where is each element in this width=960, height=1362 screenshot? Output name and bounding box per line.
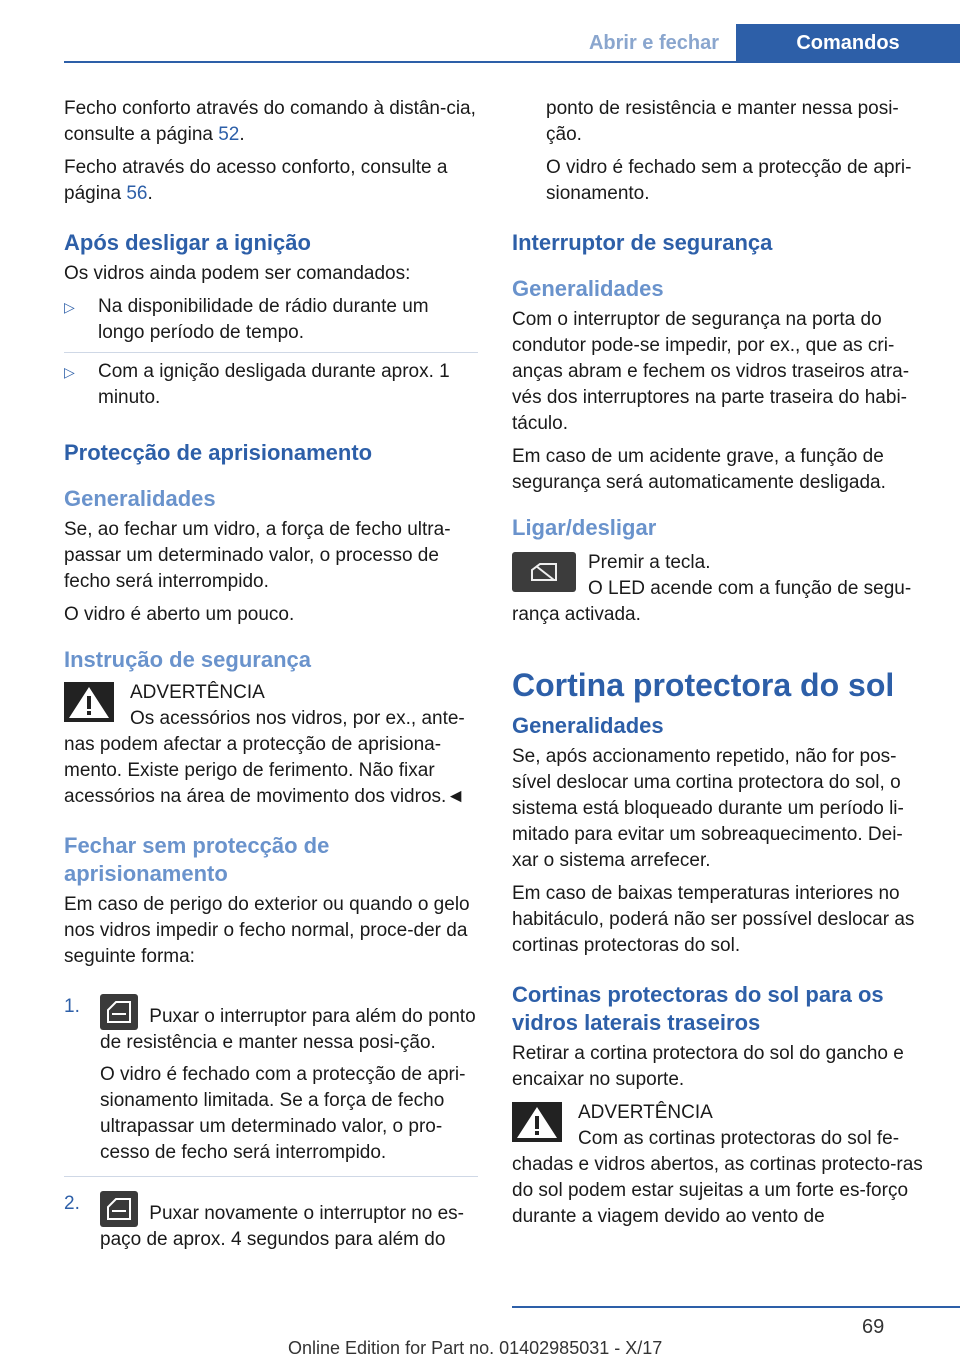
- heading-apos-desligar: Após desligar a ignição: [64, 230, 311, 255]
- heading-interruptor: Interruptor de segurança: [512, 230, 773, 255]
- window-switch-icon: [100, 994, 138, 1030]
- list-item: ▷ Com a ignição desligada durante aprox. 1 minuto.: [64, 361, 450, 408]
- heading-generalidades-1: Generalidades: [64, 486, 216, 511]
- right-column: [512, 96, 926, 1230]
- heading-generalidades-2: Generalidades: [512, 276, 664, 301]
- heading-cortinas-laterais: Cortinas protectoras do sol para os vidros laterais traseiros: [512, 982, 884, 1035]
- step-continuation: [512, 96, 926, 207]
- warning-text: Os acessórios nos vidros, por ex., ante‐nas podem afectar a protecção de aprisiona‐mento. Existe perigo de ferimento. Não fixar acessórios na área de movimento dos vidros.◄: [64, 708, 466, 807]
- paragraph-generalidades-3a: Se, após accionamento repetido, não for pos‐sível deslocar uma cortina protectora do sol, o sistema está bloqueado durante um período li‐mitado para evitar um sobreaquecimento. Dei‐xar o sistema arrefecer.: [512, 746, 904, 871]
- paragraph-continuation-2: O vidro é fechado sem a protecção de apri‐sionamento.: [546, 157, 912, 204]
- warning-title: ADVERTÊNCIA: [130, 682, 265, 703]
- switch-led-text: O LED acende com a função de segu‐rança activada.: [512, 578, 912, 625]
- footer-divider: [512, 1306, 960, 1308]
- paragraph-generalidades-2a: Com o interruptor de segurança na porta do condutor pode-se impedir, por ex., que as cri‐anças abram e fechem os vidros traseiros atra‐vés dos interruptores na parte traseira do habi‐táculo.: [512, 309, 910, 434]
- bullet-list: [64, 294, 478, 417]
- footer-edition: Online Edition for Part no. 01402985031 - X/17: [288, 1338, 663, 1358]
- paragraph-generalidades-1a: Se, ao fechar um vidro, a força de fecho ultra‐passar um determinado valor, o processo de fecho será interrompido.: [64, 519, 451, 592]
- heading-ligar-desligar: Ligar/desligar: [512, 515, 657, 540]
- paragraph-generalidades-3b: Em caso de baixas temperaturas interiores no habitáculo, poderá não ser possível deslocar as cortinas protectoras do sol.: [512, 883, 915, 956]
- safety-switch-row: [512, 550, 926, 628]
- tab-comandos[interactable]: Comandos: [736, 24, 960, 62]
- header-divider: [64, 61, 960, 63]
- warning-text: Com as cortinas protectoras do sol fe‐chadas e vidros abertos, as cortinas protecto‐ras do sol podem estar sujeitas a um forte es‐forço durante a viagem devido ao vento de: [512, 1128, 923, 1227]
- window-switch-icon: [100, 1191, 138, 1227]
- heading-cortina: Cortina protectora do sol: [512, 667, 895, 703]
- step-result: O vidro é fechado com a protecção de apri‐sionamento limitada. Se a força de fecho ultrapassar um determinado valor, o pro‐cesso de fecho será interrompido.: [100, 1064, 466, 1163]
- triangle-bullet-icon: ▷: [64, 299, 75, 315]
- paragraph-generalidades-2b: Em caso de um acidente grave, a função de segurança será automaticamente desligada.: [512, 446, 886, 493]
- steps-list: [64, 994, 478, 1263]
- heading-fechar-sem: Fechar sem protecção de aprisionamento: [64, 833, 330, 886]
- header-bar: [0, 0, 960, 62]
- list-item: ▷ Na disponibilidade de rádio durante um longo período de tempo.: [64, 294, 478, 353]
- page-link-52[interactable]: 52: [218, 124, 240, 145]
- switch-instruction: Premir a tecla.: [588, 552, 711, 573]
- paragraph-cortinas-laterais: Retirar a cortina protectora do sol do gancho e encaixar no suporte.: [512, 1043, 904, 1090]
- warning-block-1: [64, 680, 478, 810]
- warning-block-2: [512, 1100, 926, 1230]
- step-item: 1. Puxar o interruptor para além do ponto de resistência e manter nessa posi‐ção. O vidro é fechado com a protecção de apri‐sionamento limitada. Se a força de fecho ultrapassar um determinado valor, o pro‐cesso de fecho será interrompido.: [64, 994, 478, 1177]
- triangle-bullet-icon: ▷: [64, 364, 75, 380]
- paragraph-generalidades-1b: O vidro é aberto um pouco.: [64, 604, 295, 625]
- page-link-56[interactable]: 56: [126, 183, 148, 204]
- paragraph-continuation-1: ponto de resistência e manter nessa posi‐ção.: [546, 98, 899, 145]
- page-number: 69: [862, 1316, 885, 1338]
- step-number: 2.: [64, 1193, 80, 1214]
- heading-generalidades-3: Generalidades: [512, 713, 664, 738]
- warning-triangle-icon: [64, 682, 114, 722]
- heading-instrucao: Instrução de segurança: [64, 647, 311, 672]
- step-number: 1.: [64, 996, 80, 1017]
- heading-proteccao: Protecção de aprisionamento: [64, 440, 373, 465]
- paragraph-acesso-conforto: Fecho através do acesso conforto, consulte a página 56.: [64, 157, 448, 204]
- paragraph-fechar-sem: Em caso de perigo do exterior ou quando o gelo nos vidros impedir o fecho normal, proce‐der da seguinte forma:: [64, 894, 470, 967]
- safety-switch-icon: [512, 552, 576, 592]
- step-item: 2. Puxar novamente o interruptor no es‐paço de aprox. 4 segundos para além do: [64, 1193, 465, 1250]
- paragraph-fecho-conforto: Fecho conforto através do comando à distân‐cia, consulte a página 52.: [64, 98, 476, 145]
- left-column: [64, 96, 478, 1277]
- warning-triangle-icon: [512, 1102, 562, 1142]
- tab-abrir-e-fechar[interactable]: Abrir e fechar: [588, 32, 720, 54]
- warning-title: ADVERTÊNCIA: [578, 1102, 713, 1123]
- paragraph-apos-desligar: Os vidros ainda podem ser comandados:: [64, 263, 411, 284]
